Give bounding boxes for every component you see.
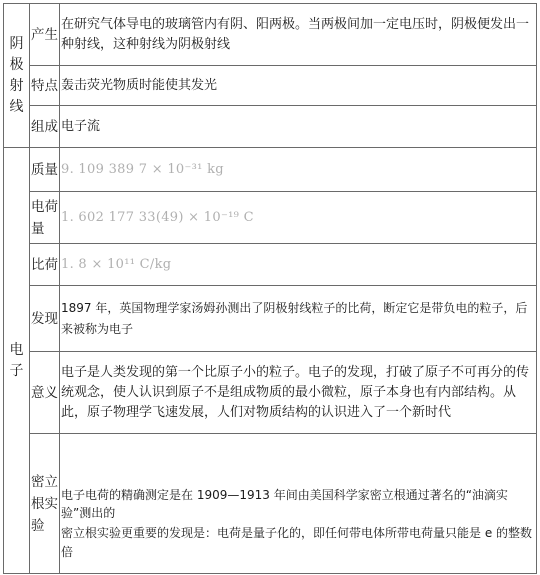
attr-label: 发现 [31, 310, 58, 327]
attr-cell [30, 192, 60, 244]
value-cell [60, 244, 537, 286]
value-text: 在研究气体导电的玻璃管内有阴、阳两极。当两极间加一定电压时，阴极便发出一种射线，这种射线为阴极射线 [61, 16, 530, 52]
value-cell [60, 434, 537, 574]
value-text: 1. 602 177 33(49) × 10⁻¹⁹ C [61, 209, 254, 225]
attr-label: 产生 [31, 26, 58, 43]
value-text: 1. 8 × 10¹¹ C/kg [61, 256, 172, 272]
attr-label: 密立根实验 [31, 473, 58, 534]
attr-cell [30, 352, 60, 434]
value-text: 电子流 [61, 118, 101, 134]
table-row [4, 148, 537, 192]
value-cell [60, 192, 537, 244]
value-cell [60, 4, 537, 66]
value-text: 电子电荷的精确测定是在 1909—1913 年间由美国科学家密立根通过著名的“油滴实验”测出的 [61, 488, 508, 520]
table-row [4, 106, 537, 148]
attr-label: 比荷 [31, 256, 58, 273]
table-row [4, 352, 537, 434]
attr-label: 特点 [31, 77, 58, 94]
category-cathode-ray [4, 4, 30, 148]
value-text: 1897 年，英国物理学家汤姆孙测出了阴极射线粒子的比荷，断定它是带负电的粒子，后来被称为电子 [61, 300, 528, 336]
value-cell [60, 148, 537, 192]
attr-cell [30, 244, 60, 286]
value-cell [60, 106, 537, 148]
table-row [4, 66, 537, 106]
attr-cell [30, 106, 60, 148]
category-label: 阴极射线 [9, 35, 24, 115]
value-text: 电子是人类发现的第一个比原子小的粒子。电子的发现，打破了原子不可再分的传统观念，使人认识到原子不是组成物质的最小微粒，原子本身也有内部结构。从此，原子物理学飞速发展，人们对物质结构的认识进入了一个新时代 [61, 364, 530, 420]
value-cell [60, 286, 537, 352]
physics-table [3, 3, 537, 574]
category-electron [4, 148, 30, 574]
attr-label: 电荷量 [31, 198, 58, 237]
table-row [4, 244, 537, 286]
table-row [4, 4, 537, 66]
value-cell [60, 352, 537, 434]
value-text: 密立根实验更重要的发现是：电荷是量子化的，即任何带电体所带电荷量只能是 e 的整数倍 [61, 526, 533, 559]
value-text: 轰击荧光物质时能使其发光 [61, 77, 218, 93]
attr-cell [30, 4, 60, 66]
value-text: 9. 109 389 7 × 10⁻³¹ kg [61, 161, 224, 177]
attr-cell [30, 286, 60, 352]
attr-cell [30, 434, 60, 574]
table-row [4, 286, 537, 352]
attr-label: 意义 [31, 384, 58, 401]
category-label: 电子 [9, 341, 24, 379]
table-row [4, 434, 537, 574]
attr-cell [30, 148, 60, 192]
attr-label: 质量 [31, 161, 58, 178]
attr-cell [30, 66, 60, 106]
value-cell [60, 66, 537, 106]
table-row [4, 192, 537, 244]
attr-label: 组成 [31, 118, 58, 135]
